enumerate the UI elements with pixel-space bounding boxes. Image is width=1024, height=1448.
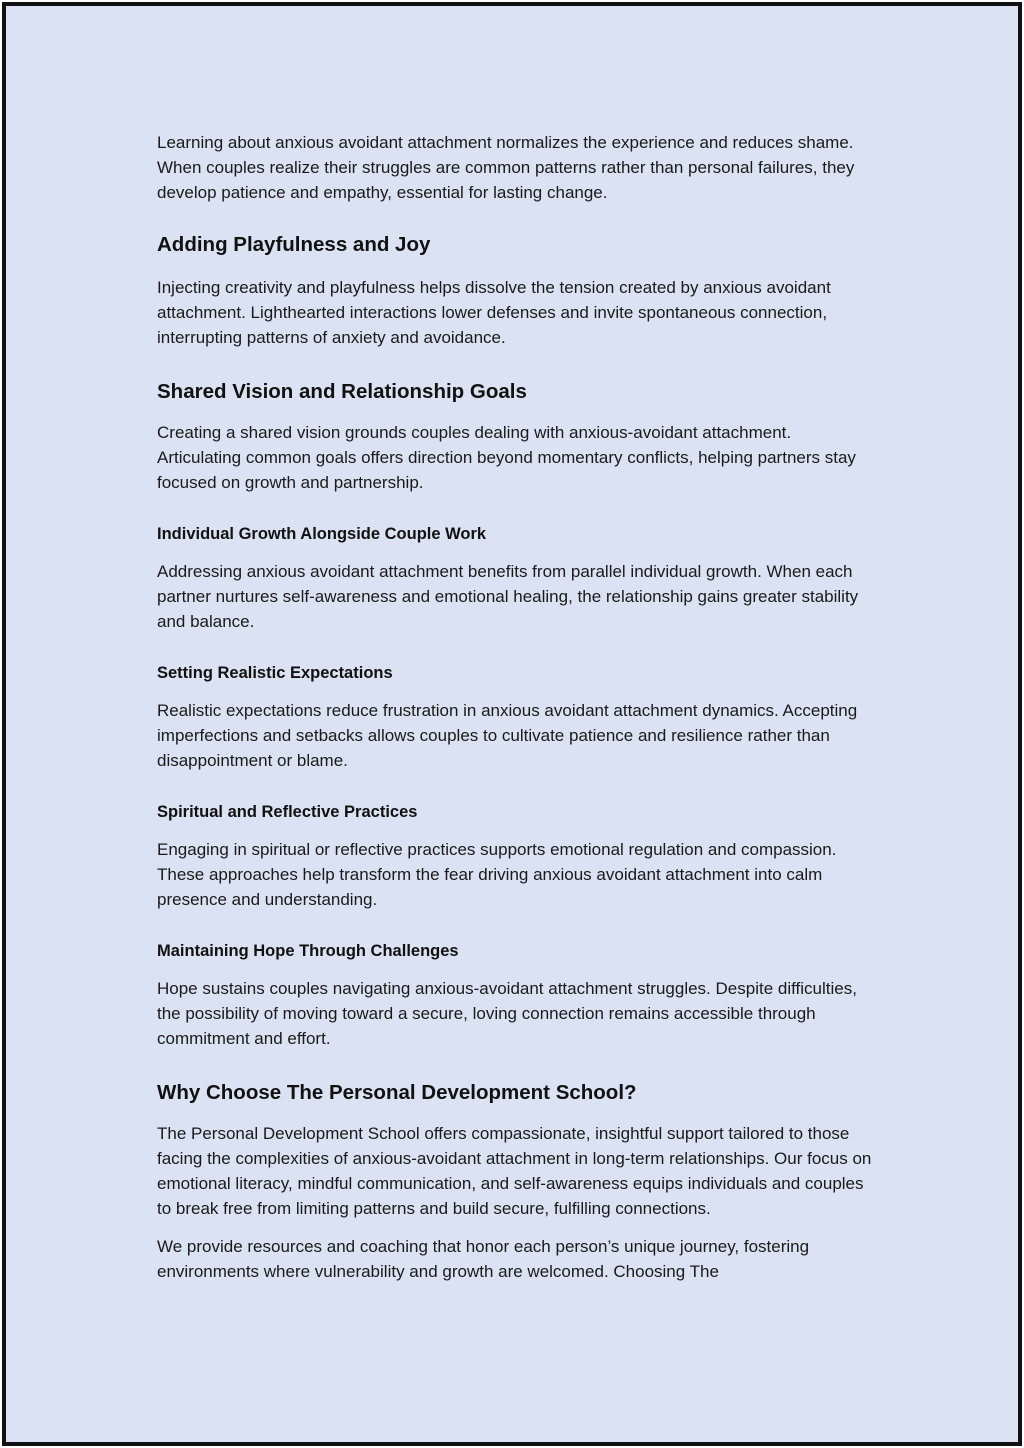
- section-heading-spiritual-practices: Spiritual and Reflective Practices: [157, 803, 418, 821]
- section-paragraph-maintaining-hope: Hope sustains couples navigating anxious-avoidant attachment struggles. Despite difficulties, the possibility of moving toward a secure, loving connection remains accessible through commitment and effort.: [157, 979, 857, 1048]
- section-paragraph-why-choose-2: We provide resources and coaching that honor each person’s unique journey, fostering environments where vulnerability and growth are welcomed. Choosing The: [157, 1237, 810, 1281]
- section-heading-why-choose: Why Choose The Personal Development School?: [157, 1081, 637, 1104]
- document-body: [157, 130, 877, 1284]
- section-heading-shared-vision: Shared Vision and Relationship Goals: [157, 380, 527, 403]
- section-heading-playfulness: Adding Playfulness and Joy: [157, 233, 431, 256]
- section-heading-realistic-expectations: Setting Realistic Expectations: [157, 664, 393, 682]
- section-paragraph-why-choose-1: The Personal Development School offers compassionate, insightful support tailored to those facing the complexities of anxious-avoidant attachment in long-term relationships. Our focus on emotional literacy, mindful communication, and self-awareness equips individuals and couples to break free from limiting patterns and build secure, fulfilling connections.: [157, 1124, 872, 1218]
- section-heading-individual-growth: Individual Growth Alongside Couple Work: [157, 525, 487, 543]
- section-heading-maintaining-hope: Maintaining Hope Through Challenges: [157, 942, 459, 960]
- section-paragraph-realistic-expectations: Realistic expectations reduce frustration in anxious avoidant attachment dynamics. Accepting imperfections and setbacks allows couples to cultivate patience and resilience rather than disappointment or blame.: [157, 701, 858, 770]
- section-paragraph-shared-vision: Creating a shared vision grounds couples dealing with anxious-avoidant attachment. Articulating common goals offers direction beyond momentary conflicts, helping partners stay focused on growth and partnership.: [157, 423, 856, 492]
- section-paragraph-spiritual-practices: Engaging in spiritual or reflective practices supports emotional regulation and compassion. These approaches help transform the fear driving anxious avoidant attachment into calm presence and understanding.: [157, 840, 837, 909]
- document-page: [2, 2, 1022, 1446]
- section-paragraph-individual-growth: Addressing anxious avoidant attachment benefits from parallel individual growth. When each partner nurtures self-awareness and emotional healing, the relationship gains greater stability and balance.: [157, 562, 859, 631]
- section-paragraph-playfulness: Injecting creativity and playfulness helps dissolve the tension created by anxious avoidant attachment. Lighthearted interactions lower defenses and invite spontaneous connection, interrupting patterns of anxiety and avoidance.: [157, 278, 831, 347]
- intro-paragraph: Learning about anxious avoidant attachment normalizes the experience and reduces shame. When couples realize their struggles are common patterns rather than personal failures, they develop patience and empathy, essential for lasting change.: [157, 133, 855, 202]
